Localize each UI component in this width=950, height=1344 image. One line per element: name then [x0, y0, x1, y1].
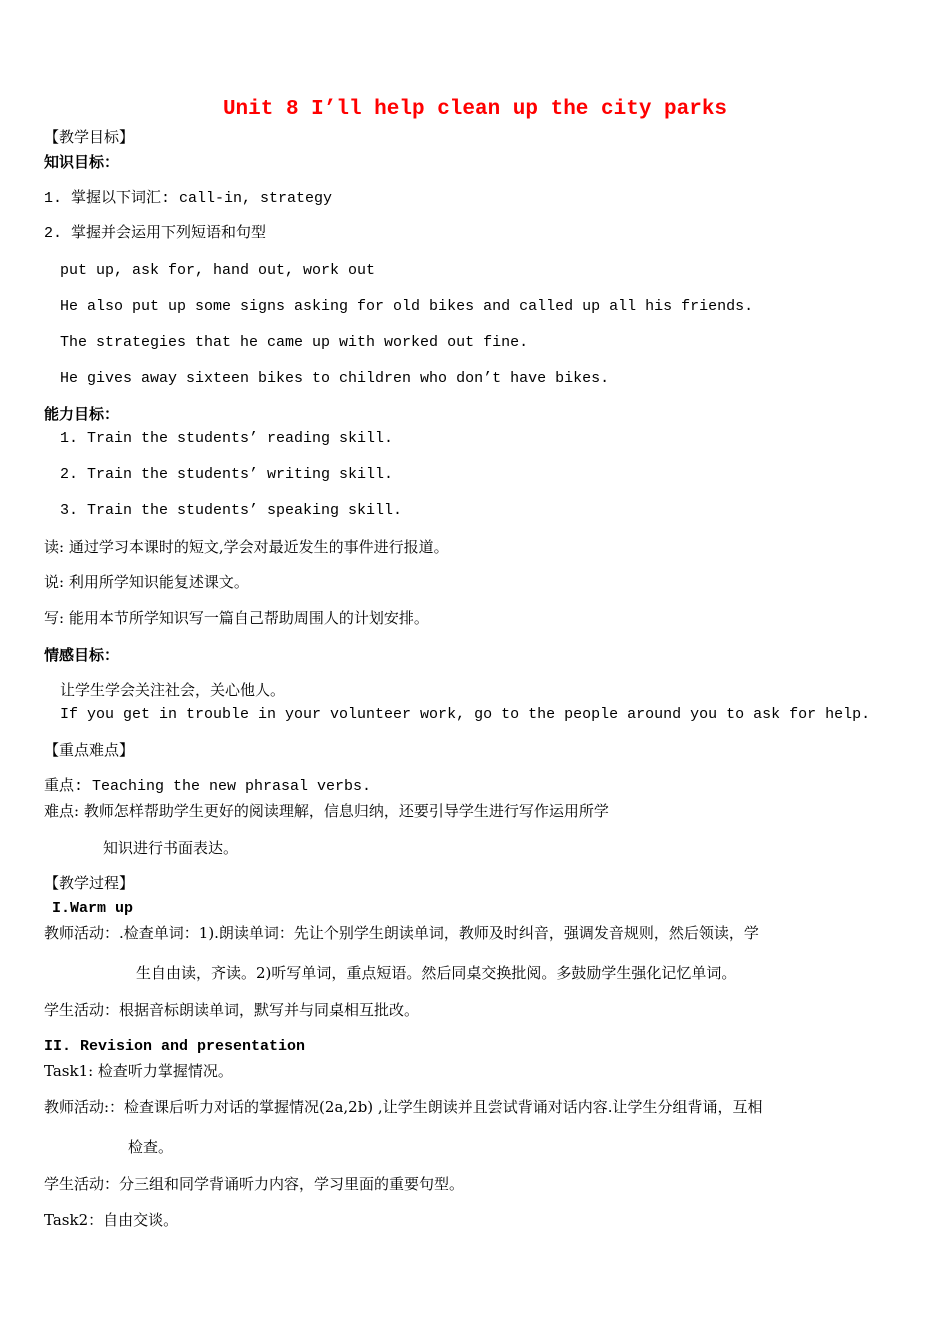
- task1-student-activity: 学生活动：分三组和同学背诵听力内容，学习里面的重要句型。: [44, 1175, 465, 1193]
- task1-teacher-activity-continued: 检查。: [128, 1138, 174, 1156]
- warm-up-teacher-activity-continued: 生自由读，齐读。2)听写单词，重点短语。然后同桌交换批阅。多鼓励学生强化记忆单词。: [136, 964, 737, 982]
- emotion-goals-heading: 情感目标：: [44, 646, 120, 664]
- step-revision-heading: II. Revision and presentation: [44, 1038, 306, 1055]
- task1-label: Task1: 检查听力掌握情况。: [44, 1062, 233, 1080]
- step-warm-up-heading: I.Warm up: [52, 900, 134, 917]
- knowledge-item-1: 1. 掌握以下词汇: call-in, strategy: [44, 190, 333, 207]
- warm-up-student-activity: 学生活动：根据音标朗读单词，默写并与同桌相互批改。: [44, 1001, 420, 1019]
- knowledge-item-2: 2. 掌握并会运用下列短语和句型: [44, 225, 267, 242]
- knowledge-goals-heading: 知识目标：: [44, 153, 120, 171]
- task2-label: Task2：自由交谈。: [44, 1211, 179, 1229]
- section-heading-key-points: 【重点难点】: [44, 741, 135, 759]
- sentence-pattern-2: The strategies that he came up with worked out fine.: [60, 334, 529, 351]
- key-point: 重点: Teaching the new phrasal verbs.: [44, 778, 372, 795]
- reading-goal: 读: 通过学习本课时的短文,学会对最近发生的事件进行报道。: [44, 538, 449, 556]
- ability-item-1: 1. Train the students’ reading skill.: [60, 430, 394, 447]
- section-heading-teaching-goals: 【教学目标】: [44, 128, 135, 146]
- ability-goals-heading: 能力目标：: [44, 405, 120, 423]
- emotion-goal-2: If you get in trouble in your volunteer work, go to the people around you to ask for help.: [60, 706, 871, 723]
- writing-goal: 写: 能用本节所学知识写一篇自己帮助周围人的计划安排。: [44, 609, 429, 627]
- sentence-pattern-1: He also put up some signs asking for old bikes and called up all his friends.: [60, 298, 754, 315]
- speaking-goal: 说: 利用所学知识能复述课文。: [44, 573, 249, 591]
- phrase-list: put up, ask for, hand out, work out: [60, 262, 376, 279]
- emotion-goal-1: 让学生学会关注社会，关心他人。: [60, 681, 286, 699]
- document-title: Unit 8 I’ll help clean up the city parks: [222, 98, 728, 121]
- section-heading-teaching-process: 【教学过程】: [44, 874, 135, 892]
- difficult-point-continued: 知识进行书面表达。: [103, 839, 239, 857]
- task1-teacher-activity: 教师活动:：检查课后听力对话的掌握情况(2a,2b) ,让学生朗读并且尝试背诵对话内容.让学生分组背诵，互相: [44, 1098, 763, 1116]
- ability-item-2: 2. Train the students’ writing skill.: [60, 466, 394, 483]
- warm-up-teacher-activity: 教师活动：.检查单词：1).朗读单词：先让个别学生朗读单词，教师及时纠音，强调发音规则，然后领读，学: [44, 924, 759, 942]
- difficult-point: 难点: 教师怎样帮助学生更好的阅读理解，信息归纳，还要引导学生进行写作运用所学: [44, 802, 609, 820]
- sentence-pattern-3: He gives away sixteen bikes to children who don’t have bikes.: [60, 370, 610, 387]
- ability-item-3: 3. Train the students’ speaking skill.: [60, 502, 403, 519]
